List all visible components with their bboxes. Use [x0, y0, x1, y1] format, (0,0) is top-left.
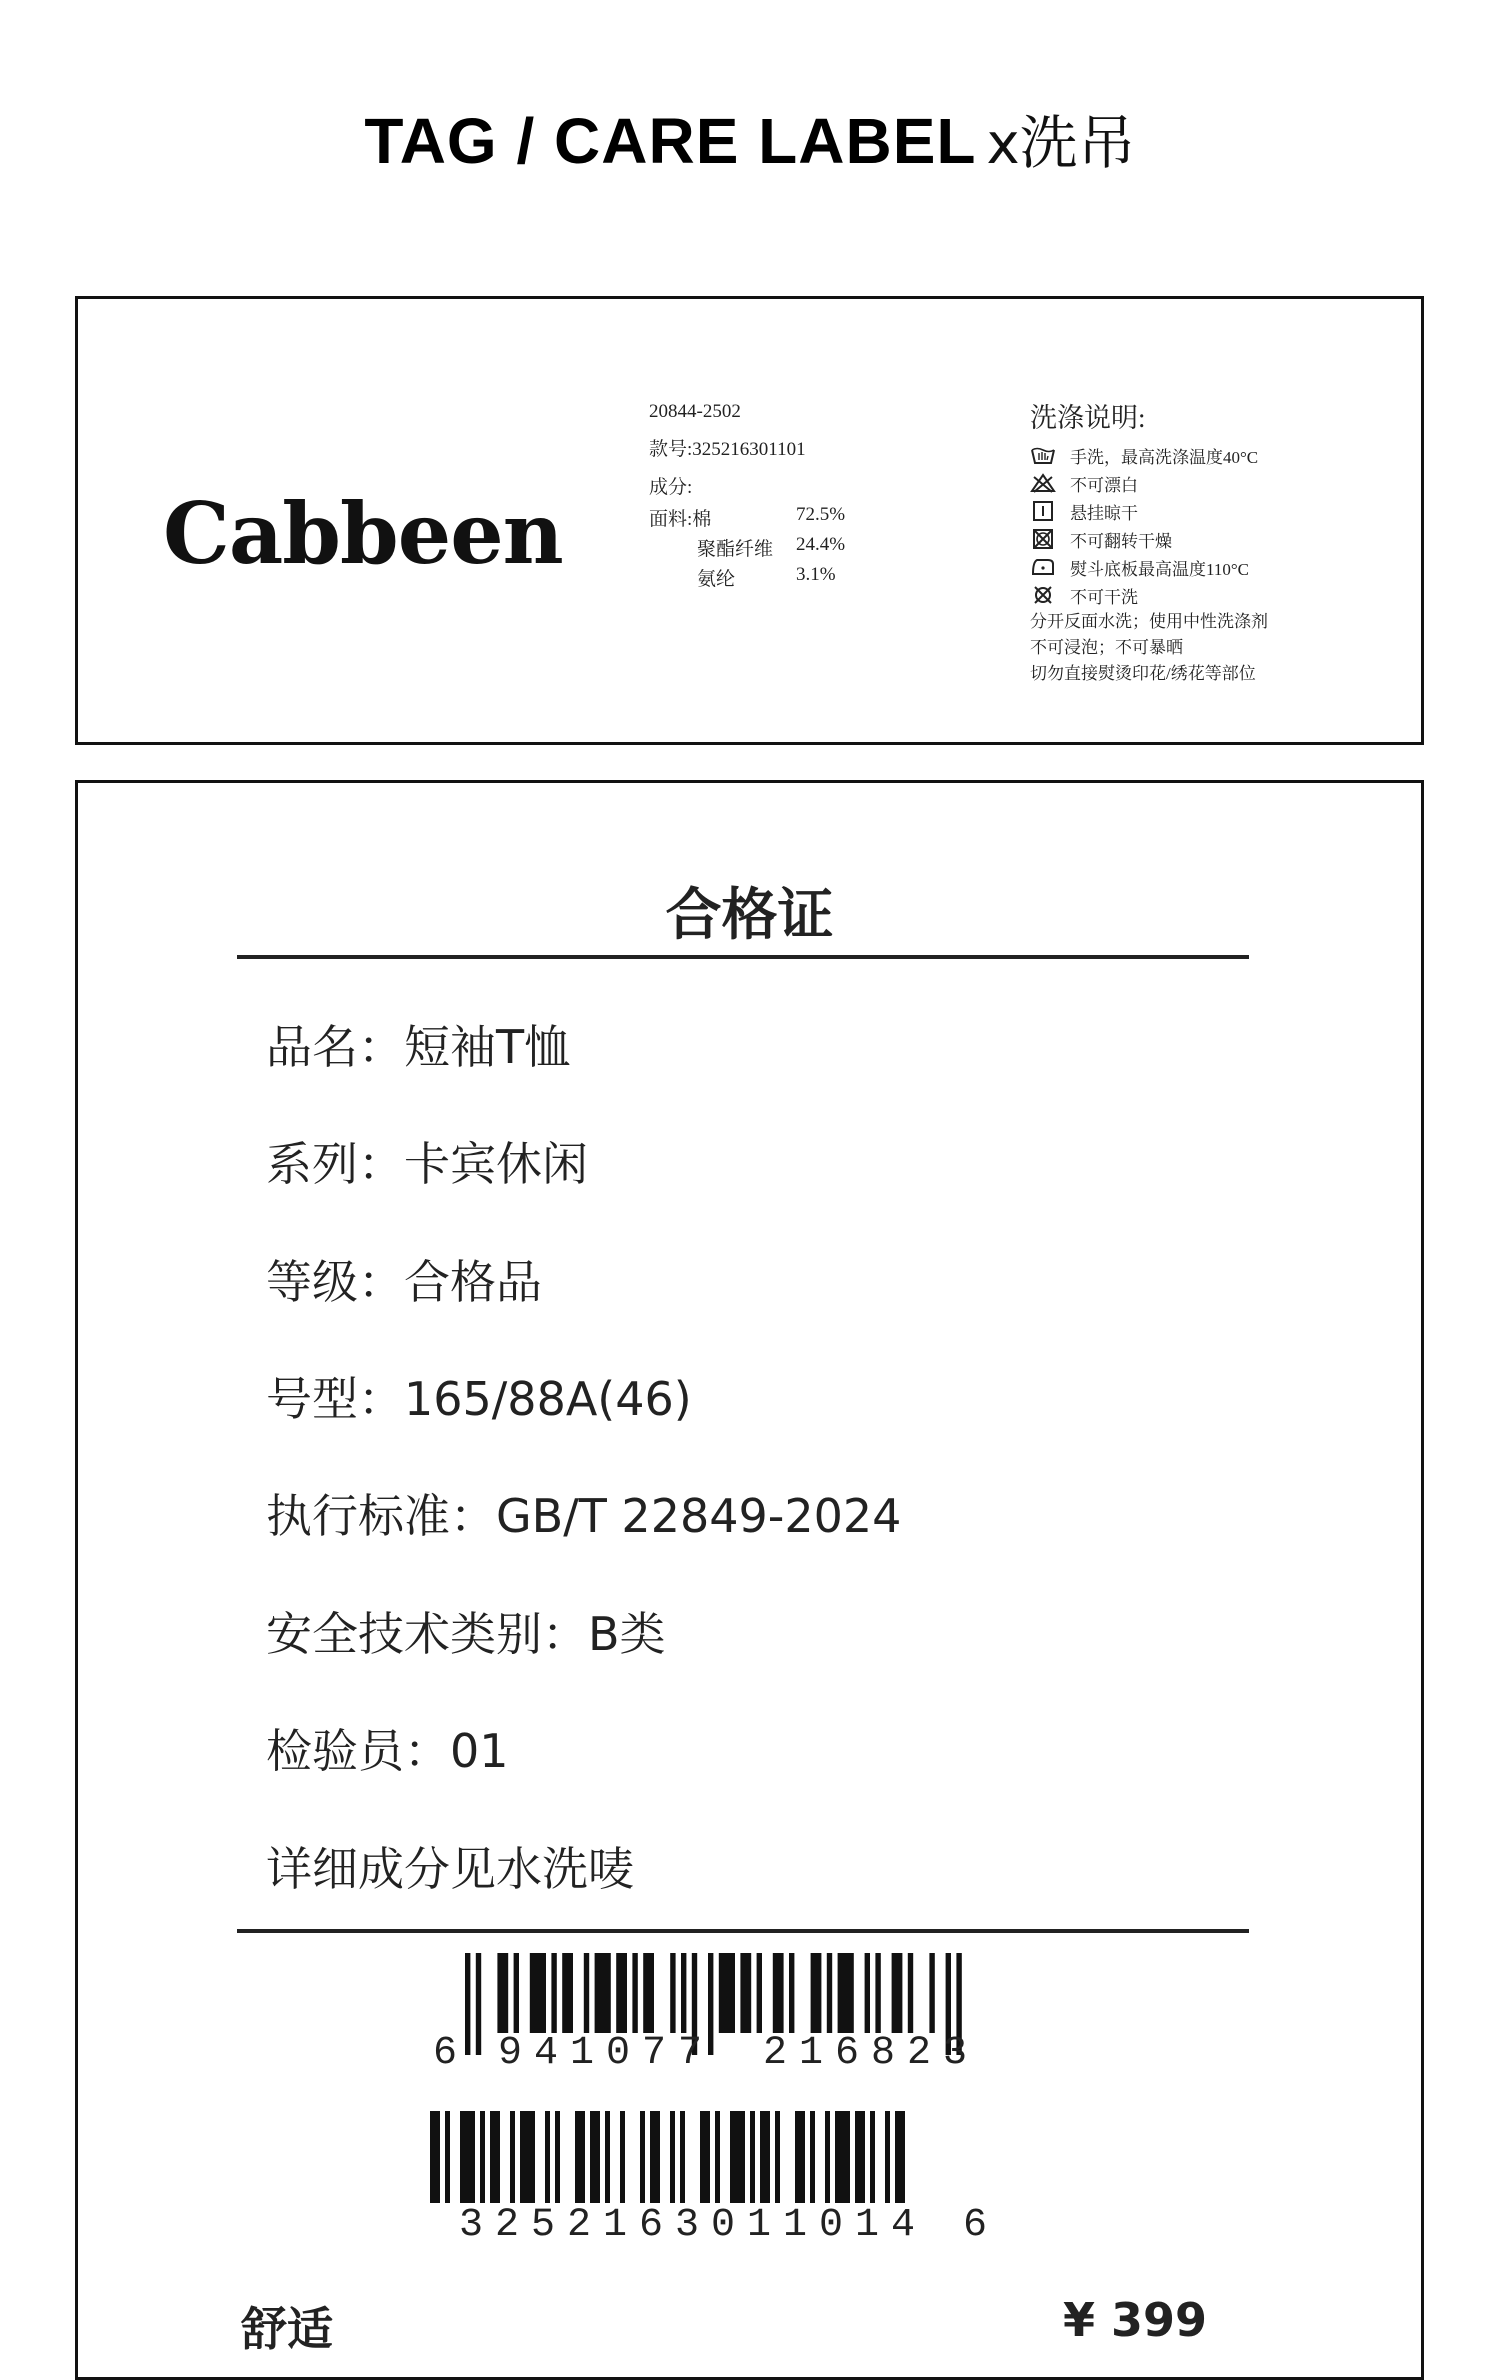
barcode-bar	[445, 2111, 450, 2203]
barcode-bar	[875, 1953, 880, 2033]
label-code: 20844-2502	[649, 401, 741, 422]
barcode-bar	[530, 1953, 546, 2033]
wash-note: 分开反面水洗；使用中性洗涤剂	[1030, 612, 1268, 631]
field-size: 号型：165/88A(46)	[266, 1372, 692, 1426]
ean-barcode-right-digits: 216823	[763, 2031, 980, 2076]
wash-symbol-text: 不可翻转干燥	[1070, 531, 1172, 551]
wash-note: 不可浸泡；不可暴晒	[1030, 638, 1183, 657]
wash-symbol-row	[1030, 441, 1268, 469]
no-bleach-icon	[1030, 472, 1056, 494]
label-style-no: 款号:325216301101	[649, 439, 806, 460]
barcode-bar	[551, 1953, 556, 2033]
barcode-bar	[892, 1953, 903, 2033]
product-barcode-digits: 3252163011014 6	[459, 2203, 1000, 2248]
barcode-bar	[480, 2111, 485, 2203]
field-grade: 等级：合格品	[266, 1255, 542, 1309]
barcode-bar	[730, 2111, 745, 2203]
header-title-cn: 洗吊	[1019, 109, 1136, 177]
barcode-bar	[476, 1953, 481, 2055]
barcode-bar	[855, 2111, 865, 2203]
wash-note: 切勿直接熨烫印花/绣花等部位	[1030, 664, 1256, 683]
composition-material: 氨纶	[697, 569, 736, 590]
composition-percent: 72.5%	[796, 504, 846, 525]
composition-row	[649, 534, 889, 564]
barcode-bar	[640, 2111, 645, 2203]
field-series: 系列：卡宾休闲	[266, 1137, 588, 1191]
wash-symbol-row	[1030, 553, 1268, 581]
barcode-bar	[827, 1953, 832, 2033]
composition-percent: 3.1%	[796, 564, 836, 585]
label-info	[649, 393, 806, 507]
composition-row	[649, 564, 889, 594]
barcode-bar	[865, 1953, 870, 2033]
barcode-bar	[605, 2111, 610, 2203]
wash-symbol-row	[1030, 497, 1268, 525]
product-barcode	[430, 2111, 1062, 2213]
barcode-bar	[514, 1953, 519, 2033]
barcode-bar	[895, 2111, 905, 2203]
composition-percent: 24.4%	[796, 534, 846, 555]
wash-symbol-row	[1030, 525, 1268, 553]
barcode-bar	[670, 2111, 675, 2203]
header-title-en: TAG / CARE LABEL	[364, 105, 977, 177]
page-header	[0, 96, 1500, 180]
field-product-name: 品名：短袖T恤	[266, 1020, 571, 1074]
barcode-bar	[670, 1953, 675, 2033]
footer-price: ¥ 399	[1063, 2293, 1208, 2347]
footer-fit-label: 舒适	[241, 2302, 333, 2356]
wash-symbol-row	[1030, 469, 1268, 497]
wash-symbol-text: 熨斗底板最高温度110°C	[1070, 559, 1250, 579]
field-inspector: 检验员：01	[266, 1724, 509, 1778]
composition-material: 面料:棉	[649, 509, 712, 530]
wash-instructions	[1030, 396, 1268, 687]
barcode-bar	[835, 2111, 850, 2203]
composition-list	[649, 504, 889, 594]
barcode-bar	[590, 2111, 600, 2203]
divider-top	[237, 955, 1249, 959]
no-dry-clean-icon	[1030, 584, 1056, 606]
barcode-bar	[810, 2111, 815, 2203]
care-label-card	[75, 296, 1424, 745]
barcode-bar	[795, 2111, 805, 2203]
barcode-bar	[740, 1953, 751, 2033]
barcode-bar	[838, 1953, 854, 2033]
barcode-bar	[757, 1953, 762, 2033]
wash-symbol-row	[1030, 581, 1268, 609]
wash-symbol-text: 不可干洗	[1070, 587, 1138, 607]
barcode-bar	[632, 1953, 637, 2033]
barcode-bar	[929, 1953, 934, 2033]
wash-symbol-text: 不可漂白	[1070, 475, 1138, 495]
no-tumble-dry-icon	[1030, 528, 1056, 550]
barcode-bar	[681, 1953, 686, 2033]
barcode-bar	[680, 2111, 685, 2203]
certificate-card	[75, 780, 1424, 2380]
wash-title: 洗涤说明:	[1030, 403, 1146, 433]
barcode-bar	[760, 2111, 770, 2203]
barcode-bar	[775, 2111, 780, 2203]
field-composition-note: 详细成分见水洗唛	[266, 1842, 634, 1896]
header-separator: x	[986, 112, 1020, 177]
composition-row	[649, 504, 889, 534]
brand-logo: Cabbeen	[163, 484, 563, 583]
barcode-bar	[885, 2111, 890, 2203]
barcode-bar	[460, 2111, 475, 2203]
hand-wash-icon	[1030, 444, 1056, 466]
barcode-bar	[719, 1953, 735, 2033]
barcode-bar	[908, 1953, 913, 2033]
barcode-bar	[870, 2111, 875, 2203]
iron-icon	[1030, 556, 1056, 578]
barcode-bar	[497, 1953, 508, 2033]
barcode-bar	[584, 1953, 589, 2033]
barcode-bar	[490, 2111, 500, 2203]
barcode-bar	[520, 2111, 535, 2203]
barcode-bar	[595, 1953, 611, 2033]
field-standard: 执行标准：GB/T 22849-2024	[266, 1489, 902, 1543]
barcode-bar	[620, 2111, 625, 2203]
barcode-bar	[750, 2111, 755, 2203]
barcode-bar	[555, 2111, 560, 2203]
line-dry-icon	[1030, 500, 1056, 522]
barcode-bar	[616, 1953, 627, 2033]
label-composition-title: 成分:	[649, 477, 693, 498]
barcode-bar	[562, 1953, 573, 2033]
barcode-bar	[650, 2111, 660, 2203]
certificate-title: 合格证	[665, 883, 834, 948]
barcode-bar	[715, 2111, 720, 2203]
barcode-bar	[643, 1953, 654, 2033]
barcode-bar	[545, 2111, 550, 2203]
barcode-bar	[700, 2111, 710, 2203]
barcode-bar	[811, 1953, 822, 2033]
barcode-bar	[575, 2111, 585, 2203]
barcode-bar	[789, 1953, 794, 2033]
barcode-bar	[825, 2111, 830, 2203]
barcode-bar	[430, 2111, 440, 2203]
ean-barcode-left-digits: 941077	[498, 2031, 715, 2076]
ean-barcode-first-digit: 6	[433, 2031, 470, 2076]
composition-material: 聚酯纤维	[697, 539, 774, 560]
divider-bottom	[237, 1929, 1249, 1933]
barcode-bar	[773, 1953, 784, 2033]
field-safety-category: 安全技术类别：B类	[266, 1607, 666, 1661]
wash-symbol-text: 手洗，最高洗涤温度40°C	[1070, 447, 1259, 467]
wash-symbol-text: 悬挂晾干	[1070, 503, 1138, 523]
barcode-bar	[510, 2111, 515, 2203]
